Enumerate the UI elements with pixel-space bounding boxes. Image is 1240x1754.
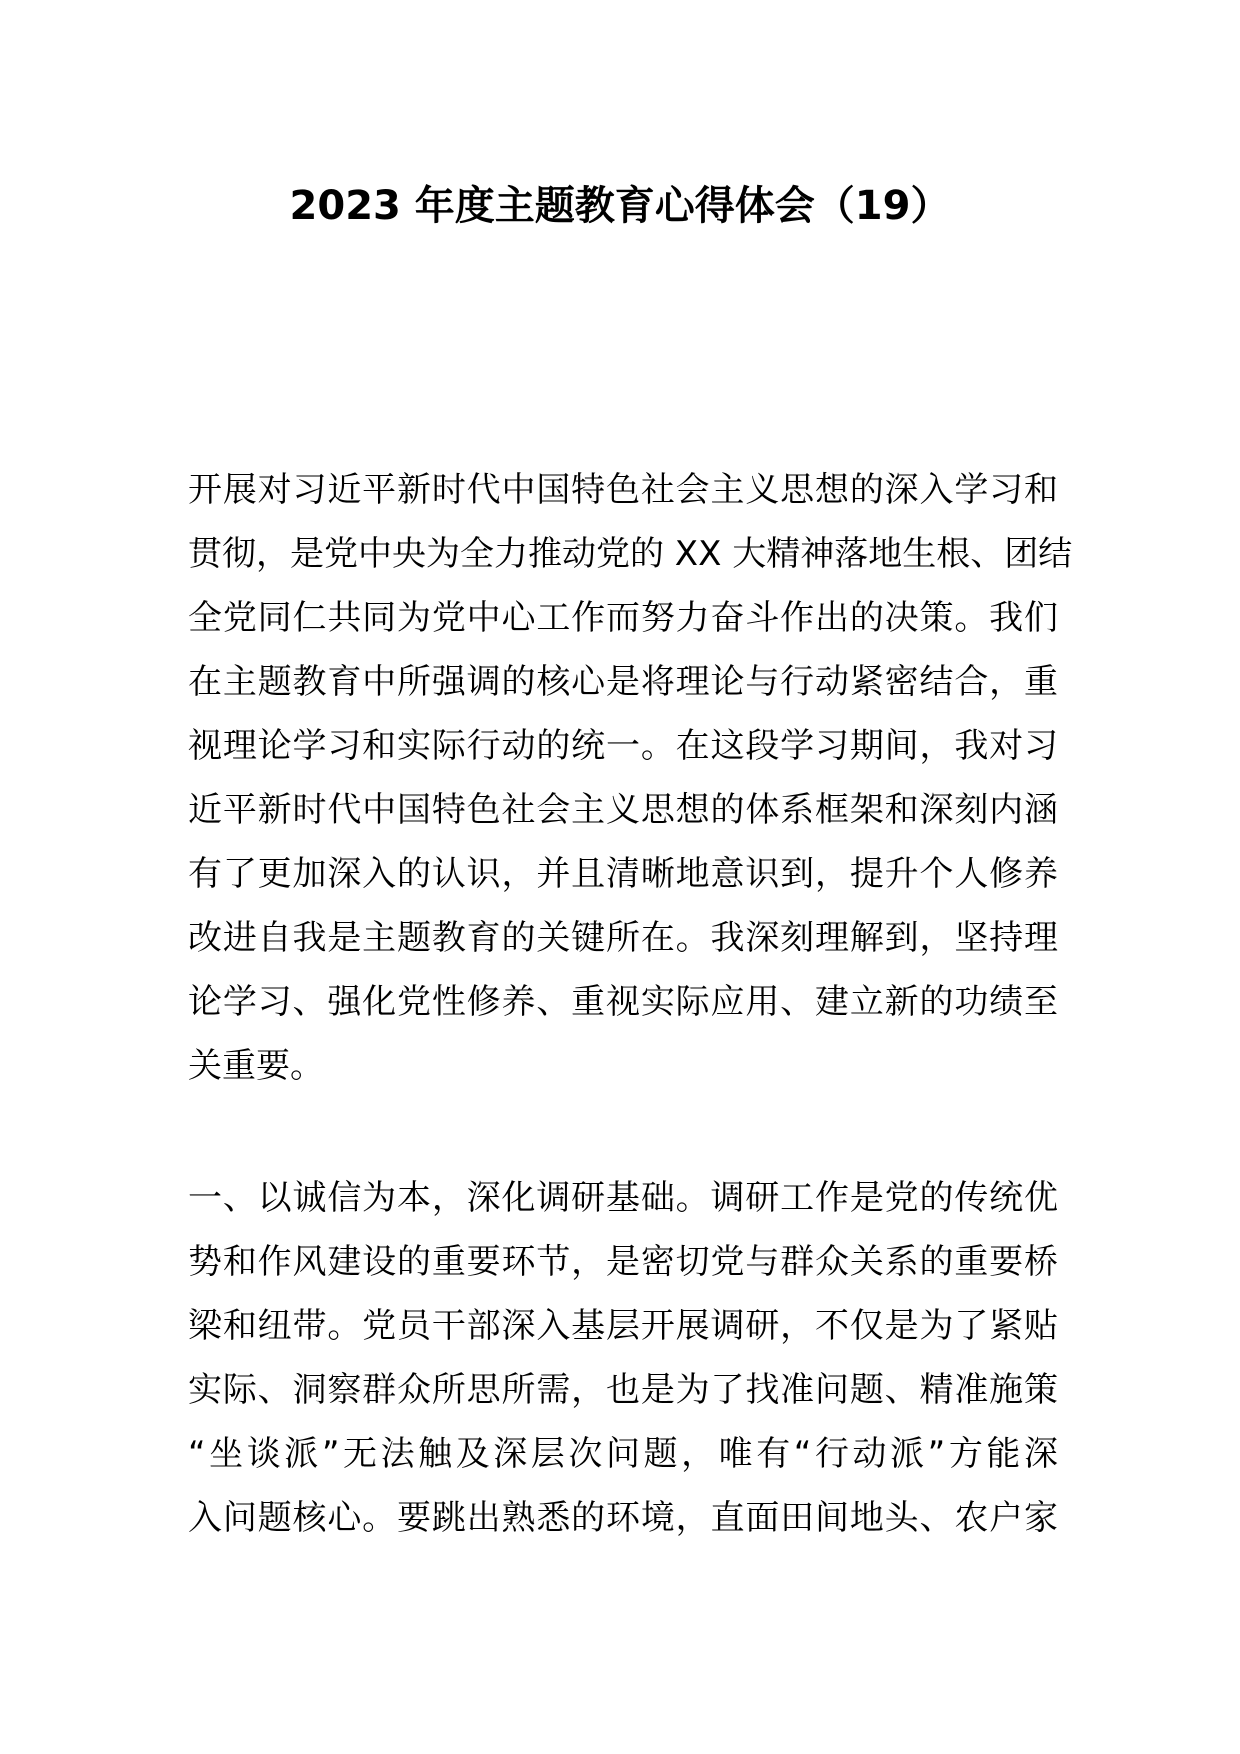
paragraph-line: 论学习、强化党性修养、重视实际应用、建立新的功绩至 (188, 982, 1058, 1022)
paragraph-line: 关重要。 (188, 1046, 324, 1086)
paragraph-line: 实际、洞察群众所思所需，也是为了找准问题、精准施策 (188, 1370, 1058, 1410)
paragraph-line: 贯彻，是党中央为全力推动党的 XX 大精神落地生根、团结 (188, 534, 1073, 574)
paragraph-line: 有了更加深入的认识，并且清晰地意识到，提升个人修养 (188, 854, 1058, 894)
paragraph-section-one (188, 1166, 1058, 1550)
paragraph-line: 视理论学习和实际行动的统一。在这段学习期间，我对习 (188, 726, 1058, 766)
paragraph-intro (188, 458, 1073, 1098)
paragraph-line: “坐谈派”无法触及深层次问题，唯有“行动派”方能深 (188, 1434, 1058, 1474)
paragraph-line: 全党同仁共同为党中心工作而努力奋斗作出的决策。我们 (188, 598, 1058, 638)
paragraph-line: 开展对习近平新时代中国特色社会主义思想的深入学习和 (188, 470, 1058, 510)
paragraph-line: 一、以诚信为本，深化调研基础。调研工作是党的传统优 (188, 1178, 1058, 1218)
paragraph-line: 势和作风建设的重要环节，是密切党与群众关系的重要桥 (188, 1242, 1058, 1282)
paragraph-line: 在主题教育中所强调的核心是将理论与行动紧密结合，重 (188, 662, 1058, 702)
paragraph-line: 梁和纽带。党员干部深入基层开展调研，不仅是为了紧贴 (188, 1306, 1058, 1346)
paragraph-line: 近平新时代中国特色社会主义思想的体系框架和深刻内涵 (188, 790, 1058, 830)
paragraph-line: 入问题核心。要跳出熟悉的环境，直面田间地头、农户家 (188, 1498, 1058, 1538)
paragraph-line: 改进自我是主题教育的关键所在。我深刻理解到，坚持理 (188, 918, 1058, 958)
document-title: 2023 年度主题教育心得体会（19） (289, 183, 951, 229)
